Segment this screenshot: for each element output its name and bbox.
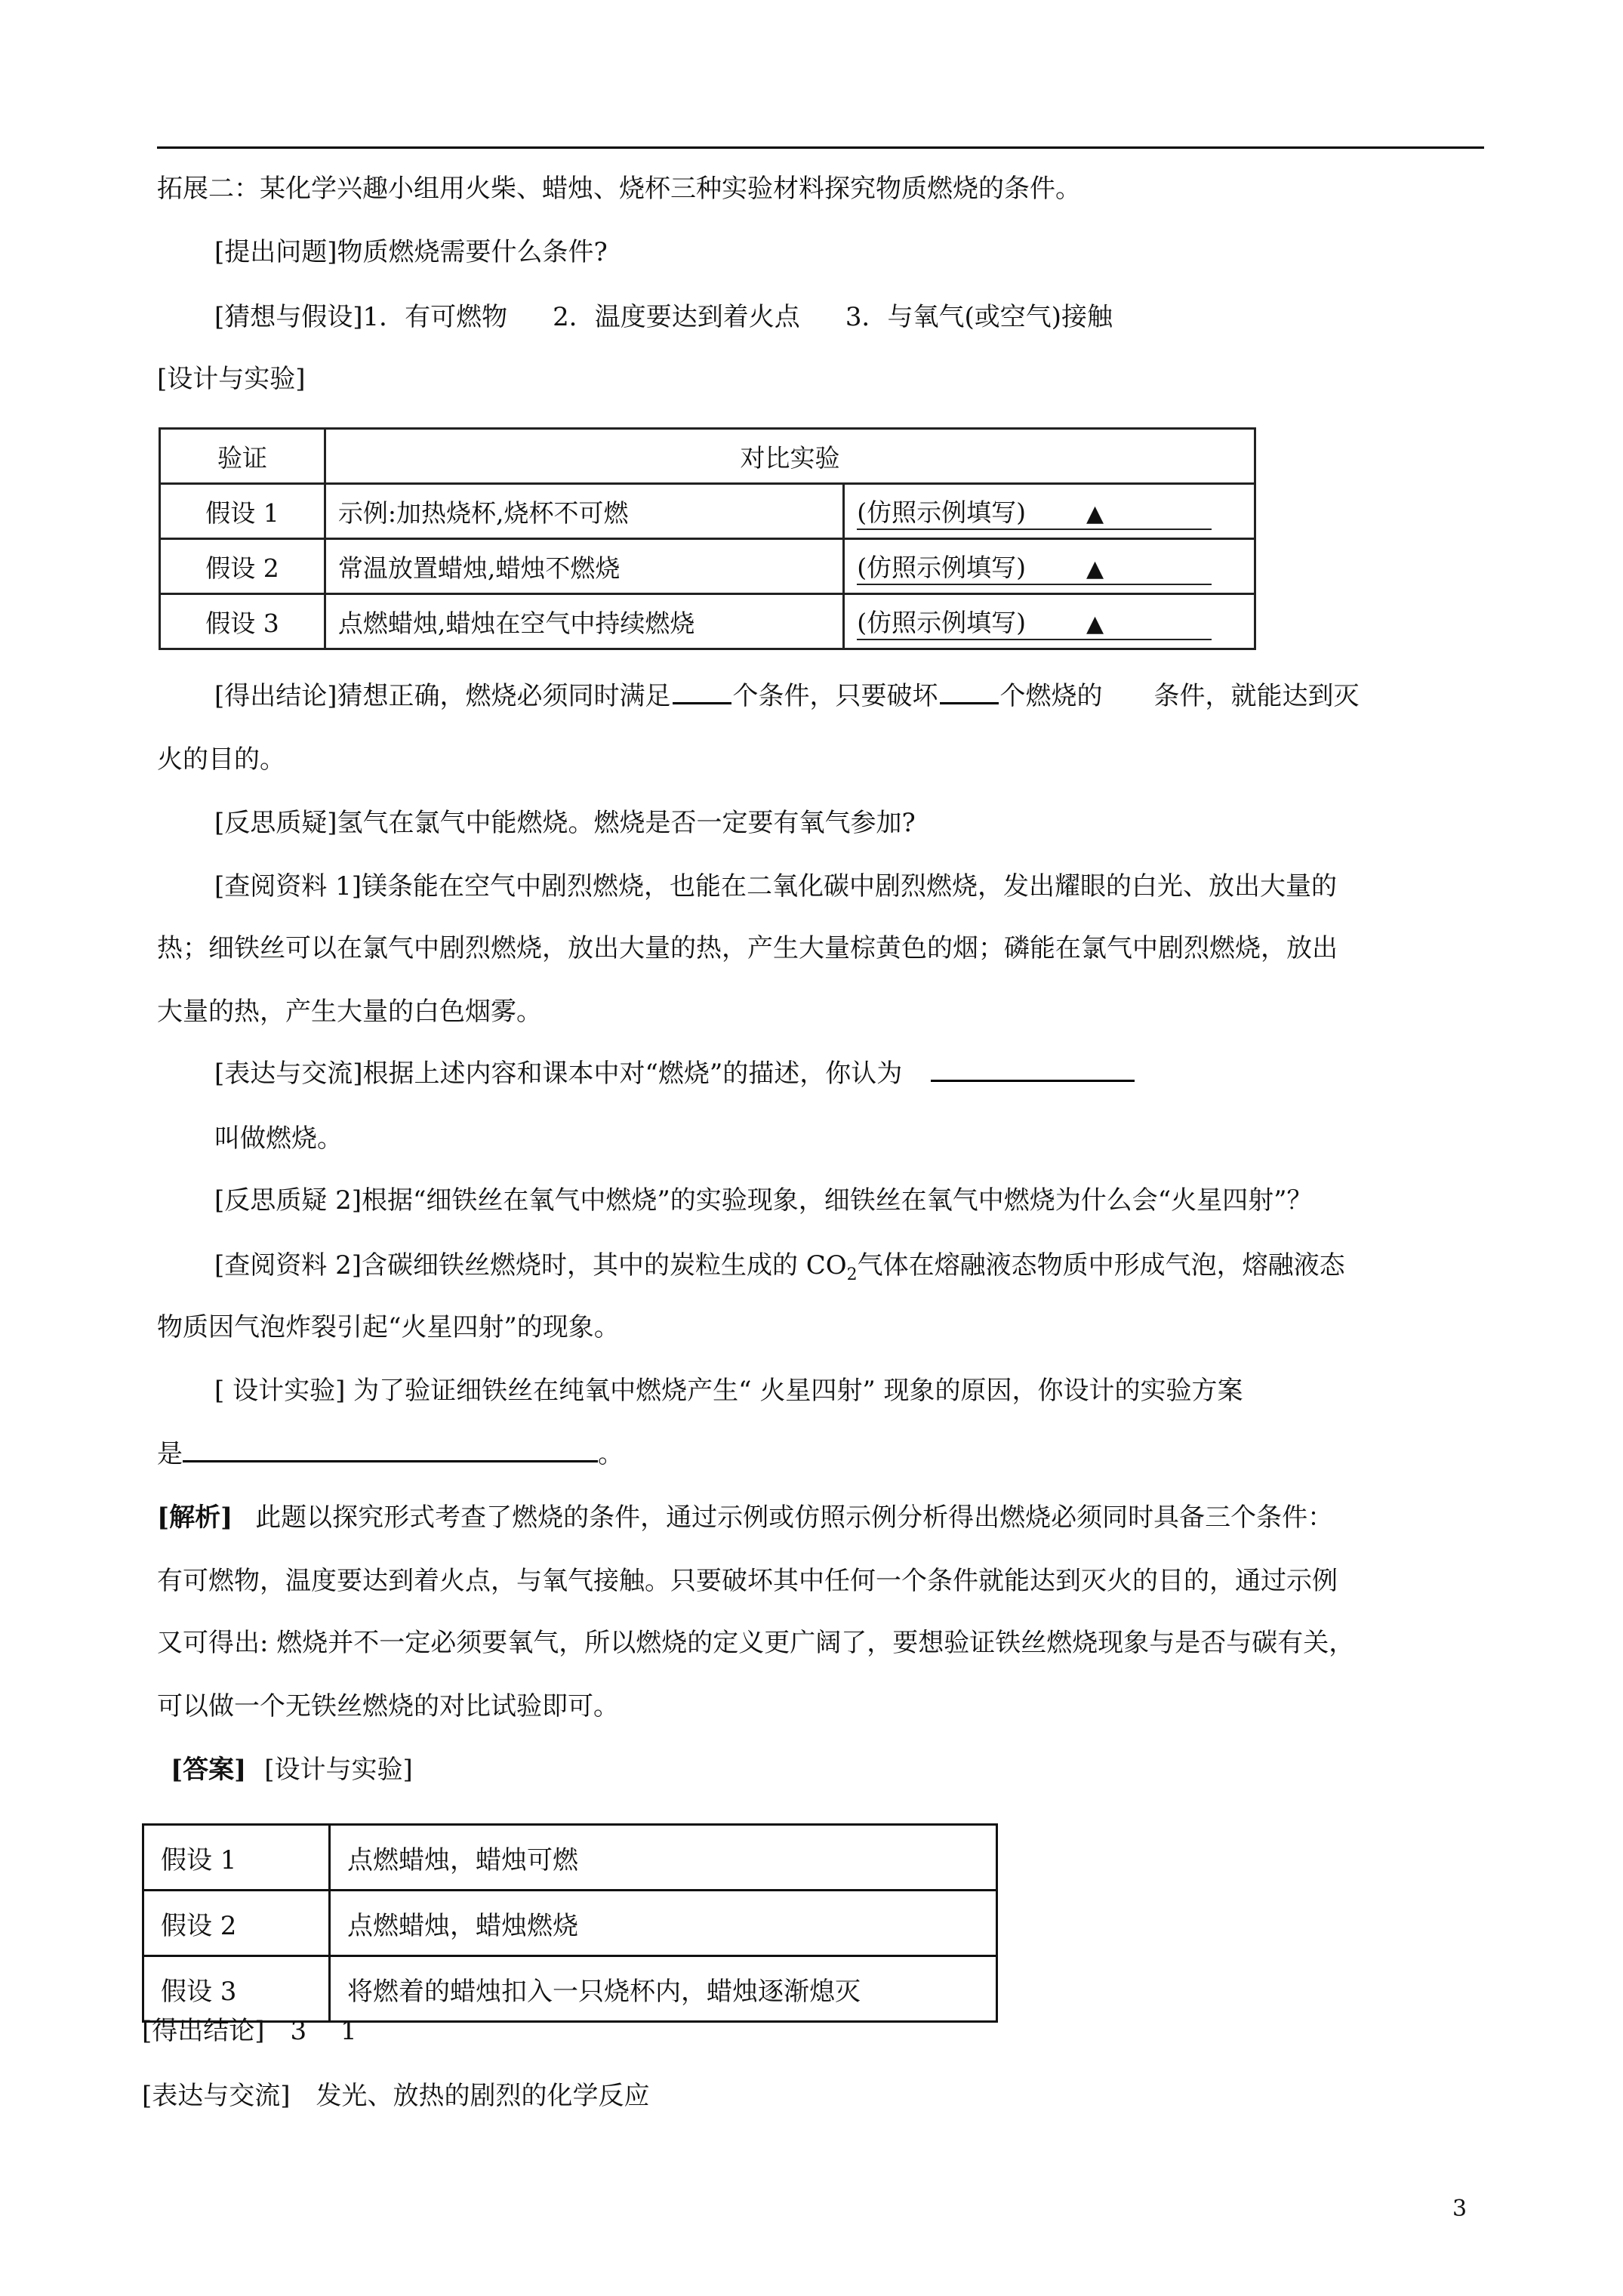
table-cell: 假设 1: [143, 1825, 330, 1891]
reflection-line: [反思质疑]氢气在氯气中能燃烧。燃烧是否一定要有氧气参加?: [214, 808, 916, 838]
table-row: [160, 594, 1255, 649]
table-cell: 将燃着的蜡烛扣入一只烧杯内，蜡烛逐渐熄灭: [330, 1956, 997, 2022]
hypothesis-line: [猜想与假设]1．有可燃物 2．温度要达到着火点 3．与氧气(或空气)接触: [214, 302, 1113, 332]
triangle-icon: ▲: [1086, 500, 1104, 527]
paragraph-line: 是 。: [157, 1436, 624, 1472]
reference-2-line: [查阅资料 2]含碳细铁丝燃烧时，其中的炭粒生成的 $CO_2$气体在熔融液态物质中形成气泡，熔融液态: [214, 1250, 1345, 1284]
triangle-icon: ▲: [1086, 555, 1104, 582]
table-cell: 假设 2: [143, 1891, 330, 1956]
design-experiment-line: [ 设计实验] 为了验证细铁丝在纯氧中燃烧产生“ 火星四射” 现象的原因，你设计的实验方案: [214, 1376, 1243, 1406]
paragraph-line: 火的目的。: [157, 744, 285, 775]
reference-line: [查阅资料 1]镁条能在空气中剧烈燃烧，也能在二氧化碳中剧烈燃烧，发出耀眼的白光、放出大量的: [214, 871, 1337, 901]
answer-expression-line: [表达与交流] 发光、放热的剧烈的化学反应: [142, 2081, 650, 2111]
paragraph-line: 物质因气泡炸裂引起“火星四射”的现象。: [157, 1312, 620, 1342]
table-cell: 点燃蜡烛,蜡烛在空气中持续燃烧: [325, 594, 843, 649]
answer-conclusion-line: [得出结论] 3 1: [142, 2016, 357, 2046]
fill-cell: (仿照示例填写) ▲: [844, 539, 1255, 594]
header-rule: [157, 146, 1484, 149]
table-header-cell: 验证: [160, 429, 325, 484]
table-cell: 示例:加热烧杯,烧杯不可燃: [325, 484, 843, 539]
table-cell: 点燃蜡烛，蜡烛燃烧: [330, 1891, 997, 1956]
paragraph-line: 可以做一个无铁丝燃烧的对比试验即可。: [157, 1691, 619, 1721]
paragraph-line: 大量的热，产生大量的白色烟雾。: [157, 997, 542, 1027]
answer-line: [答案] [设计与实验]: [171, 1755, 413, 1785]
table-row: [160, 484, 1255, 539]
conclusion-line: [得出结论]猜想正确，燃烧必须同时满足 个条件，只要破坏 个燃烧的 条件，就能达到灭: [214, 678, 1360, 714]
page-number: 3: [1452, 2196, 1467, 2222]
blank-field: [673, 678, 731, 704]
table-cell: 点燃蜡烛，蜡烛可燃: [330, 1825, 997, 1891]
experiment-table: [159, 427, 1256, 650]
triangle-icon: ▲: [1086, 610, 1104, 637]
analysis-line: [解析] 此题以探究形式考查了燃烧的条件，通过示例或仿照示例分析得出燃烧必须同时具备三个条件：: [157, 1502, 1334, 1533]
table-row: [143, 1891, 997, 1956]
table-row: [143, 1825, 997, 1891]
table-cell: 假设 2: [160, 539, 325, 594]
paragraph-line: 叫做燃烧。: [214, 1123, 343, 1154]
expression-line: [表达与交流]根据上述内容和课本中对“燃烧”的描述，你认为: [214, 1056, 1135, 1092]
table-header-cell: 对比实验: [325, 429, 1255, 484]
table-row: [160, 429, 1255, 484]
table-cell: 假设 1: [160, 484, 325, 539]
paragraph-line: 又可得出: 燃烧并不一定必须要氧气，所以燃烧的定义更广阔了，要想验证铁丝燃烧现象与是否与碳有关，: [157, 1628, 1355, 1658]
paragraph-line: 热；细铁丝可以在氯气中剧烈燃烧，放出大量的热，产生大量棕黄色的烟；磷能在氯气中剧烈燃烧，放出: [157, 933, 1338, 963]
table-row: [160, 539, 1255, 594]
table-cell: 假设 3: [143, 1956, 330, 2022]
blank-field: [183, 1436, 598, 1462]
table-cell: 常温放置蜡烛,蜡烛不燃烧: [325, 539, 843, 594]
table-cell: 假设 3: [160, 594, 325, 649]
blank-field: [940, 678, 999, 704]
table-row: [143, 1956, 997, 2022]
reflection-2-line: [反思质疑 2]根据“细铁丝在氧气中燃烧”的实验现象，细铁丝在氧气中燃烧为什么会“火星四射”？: [214, 1185, 1313, 1216]
paragraph-line: 有可燃物，温度要达到着火点，与氧气接触。只要破坏其中任何一个条件就能达到灭火的目的，通过示例: [157, 1566, 1338, 1596]
fill-cell: (仿照示例填写) ▲: [844, 484, 1255, 539]
blank-field: [931, 1056, 1135, 1082]
answer-table: [142, 1823, 998, 2023]
design-label: [设计与实验]: [157, 364, 306, 394]
question-line: [提出问题]物质燃烧需要什么条件?: [214, 237, 608, 267]
fill-cell: (仿照示例填写) ▲: [844, 594, 1255, 649]
extension-heading: 拓展二：某化学兴趣小组用火柴、蜡烛、烧杯三种实验材料探究物质燃烧的条件。: [157, 174, 1081, 204]
